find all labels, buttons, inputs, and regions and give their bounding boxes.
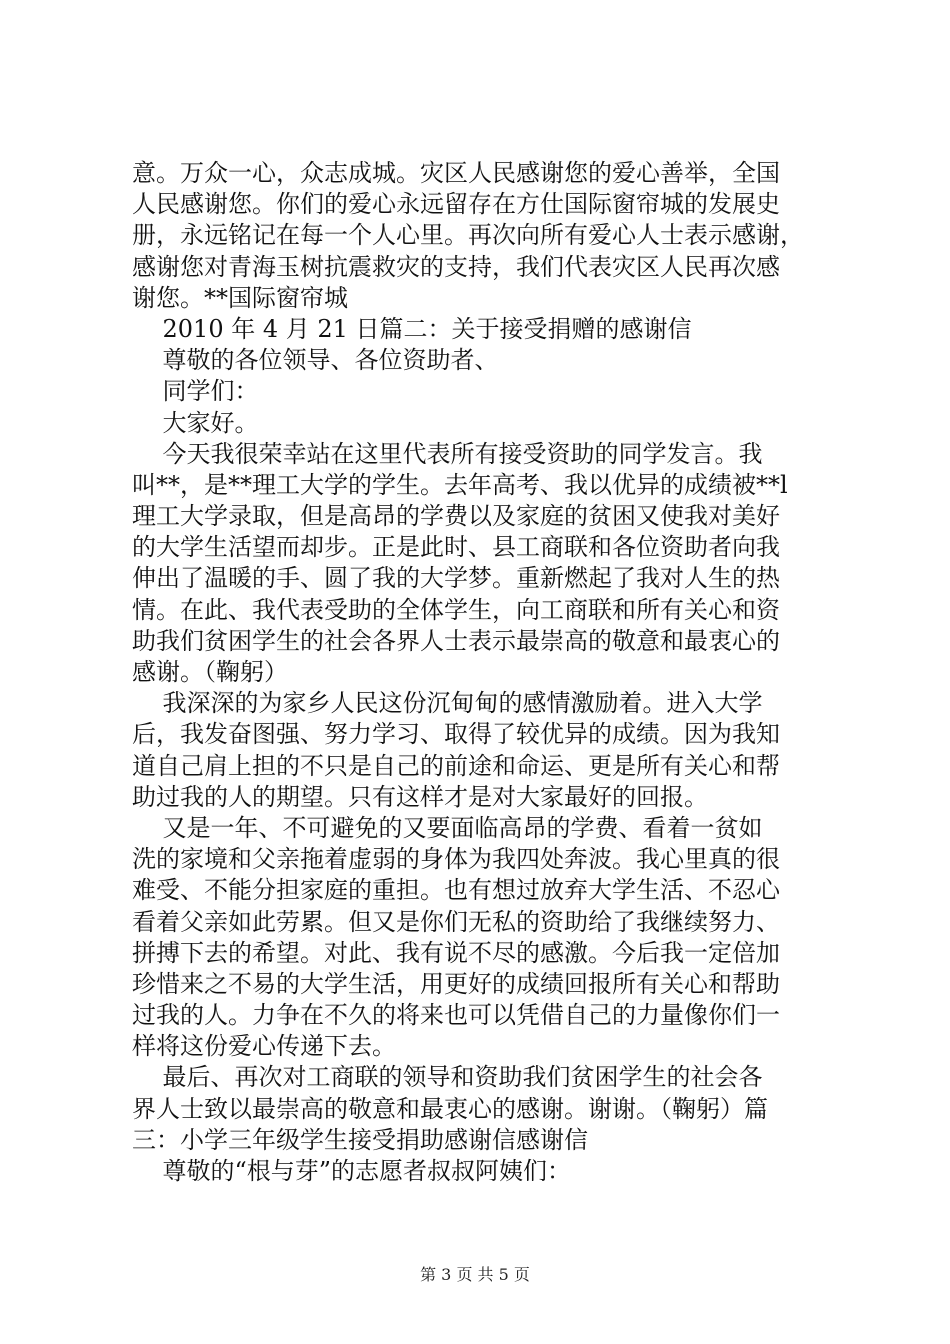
text-line: 界人士致以最崇高的敬意和最衷心的感谢。谢谢。（鞠躬）篇 (132, 1094, 768, 1123)
text-line: 意。万众一心，众志成城。灾区人民感谢您的爱心善举，全国 (132, 159, 780, 187)
text-line: 我深深的为家乡人民这份沉甸甸的感情激励着。进入大学 (132, 689, 763, 718)
text-line: 大家好。 (132, 408, 259, 437)
text-line: 后，我发奋图强、努力学习、取得了较优异的成绩。因为我知 (132, 720, 780, 749)
text-line: 理工大学录取，但是高昂的学费以及家庭的贫困又使我对美好 (132, 502, 780, 531)
text-line: 感谢。（鞠躬） (132, 658, 288, 686)
text-line: 人民感谢您。你们的爱心永远留存在方仕国际窗帘城的发展史 (132, 190, 780, 219)
text-line: 难受、不能分担家庭的重担。也有想过放弃大学生活、不忍心 (132, 876, 780, 905)
text-line: 助我们贫困学生的社会各界人士表示最崇高的敬意和最衷心的 (132, 626, 780, 655)
text-line: 拼搏下去的希望。对此、我有说不尽的感激。今后我一定倍加 (132, 938, 780, 967)
text-line: 伸出了温暖的手、圆了我的大学梦。重新燃起了我对人生的热 (132, 564, 780, 593)
text-line: 道自己肩上担的不只是自己的前途和命运、更是所有关心和帮 (132, 751, 780, 780)
text-line: 尊敬的各位领导、各位资助者、 (132, 346, 499, 375)
text-line: 的大学生活望而却步。正是此时、县工商联和各位资助者向我 (132, 533, 780, 562)
body-text (132, 158, 832, 1187)
text-line: 助过我的人的期望。只有这样才是对大家最好的回报。 (132, 782, 708, 811)
text-line: 三：小学三年级学生接受捐助感谢信感谢信 (132, 1125, 588, 1154)
text-line: 珍惜来之不易的大学生活，用更好的成绩回报所有关心和帮助 (132, 969, 780, 998)
text-line: 2010 年 4 月 21 日篇二：关于接受捐赠的感谢信 (132, 314, 692, 343)
text-line: 情。在此、我代表受助的全体学生，向工商联和所有关心和资 (132, 595, 780, 624)
text-line: 过我的人。力争在不久的将来也可以凭借自己的力量像你们一 (132, 1001, 780, 1030)
text-line: 叫**，是**理工大学的学生。去年高考、我以优异的成绩被**l (132, 470, 788, 499)
text-line: 册，永远铭记在每一个人心里。再次向所有爱心人士表示感谢， (132, 221, 804, 250)
text-line: 洗的家境和父亲拖着虚弱的身体为我四处奔波。我心里真的很 (132, 845, 780, 874)
text-line: 同学们： (132, 377, 259, 406)
text-line: 又是一年、不可避免的又要面临高昂的学费、看着一贫如 (132, 813, 763, 842)
text-line: 今天我很荣幸站在这里代表所有接受资助的同学发言。我 (132, 439, 763, 468)
text-line: 看着父亲如此劳累。但又是你们无私的资助给了我继续努力、 (132, 907, 780, 936)
text-line: 感谢您对青海玉树抗震救灾的支持，我们代表灾区人民再次感 (132, 252, 780, 281)
text-line: 尊敬的“根与芽”的志愿者叔叔阿姨们： (132, 1157, 572, 1185)
page-footer: 第 3 页 共 5 页 (420, 1265, 530, 1284)
text-line: 样将这份爱心传递下去。 (132, 1032, 396, 1061)
text-line: 谢您。**国际窗帘城 (132, 283, 348, 312)
text-line: 最后、再次对工商联的领导和资助我们贫困学生的社会各 (132, 1063, 763, 1092)
